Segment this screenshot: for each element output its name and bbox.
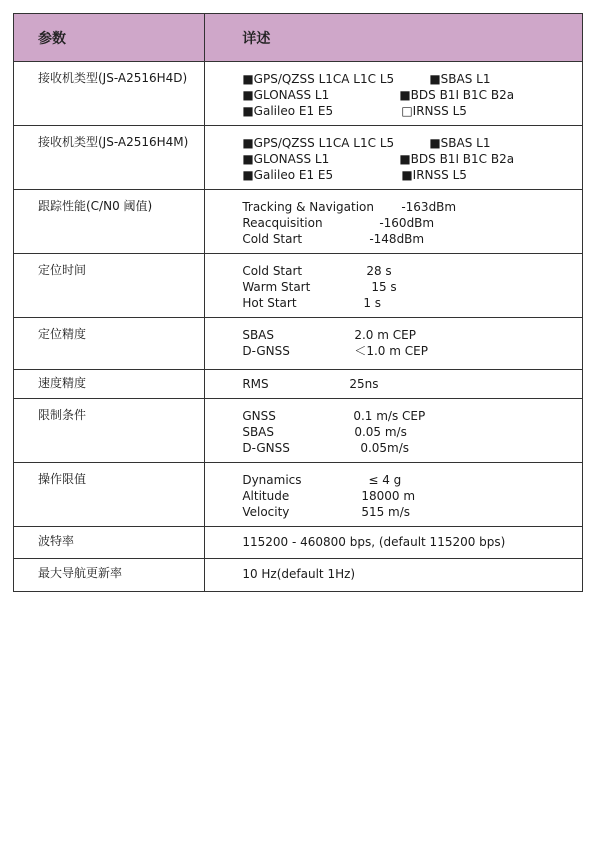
param-cell: 定位时间 [14, 254, 205, 318]
detail-cell [205, 126, 583, 190]
detail-cell [205, 527, 583, 559]
detail-key: SBAS [242, 425, 275, 439]
detail-value: 0.05 m/s [354, 425, 407, 439]
detail-value: ■SBAS L1 [429, 136, 491, 150]
param-cell: 操作限值 [14, 463, 205, 527]
table-row [14, 399, 583, 463]
param-cell: 跟踪性能(C/N0 阈值) [14, 190, 205, 254]
detail-key: ■Galileo E1 E5 [242, 104, 334, 118]
detail-value: 28 s [366, 264, 392, 278]
detail-key: D-GNSS [242, 441, 290, 455]
detail-value: -148dBm [369, 232, 425, 246]
header-param: 参数 [14, 14, 205, 62]
detail-value: -163dBm [401, 200, 457, 214]
detail-key: Altitude [242, 489, 290, 503]
param-cell: 限制条件 [14, 399, 205, 463]
detail-value: ≤ 4 g [368, 473, 402, 487]
param-cell: 最大导航更新率 [14, 559, 205, 592]
detail-key: Dynamics [242, 473, 302, 487]
detail-key: Warm Start [242, 280, 311, 294]
detail-key: Cold Start [242, 232, 303, 246]
detail-key: Cold Start [242, 264, 303, 278]
param-cell: 定位精度 [14, 318, 205, 370]
detail-value: ■IRNSS L5 [401, 168, 467, 182]
detail-value: ■BDS B1I B1C B2a [399, 88, 515, 102]
param-cell: 接收机类型(JS-A2516H4M) [14, 126, 205, 190]
detail-key: ■Galileo E1 E5 [242, 168, 334, 182]
param-cell: 波特率 [14, 527, 205, 559]
header-detail: 详述 [205, 14, 583, 62]
detail-value: 0.05m/s [360, 441, 410, 455]
detail-value: ＜1.0 m CEP [354, 344, 428, 358]
detail-key: ■GLONASS L1 [242, 152, 330, 166]
spec-table [13, 13, 583, 592]
table-row [14, 190, 583, 254]
detail-value: □IRNSS L5 [401, 104, 467, 118]
param-cell: 速度精度 [14, 370, 205, 399]
detail-cell [205, 399, 583, 463]
detail-key: ■GPS/QZSS L1CA L1C L5 [242, 136, 395, 150]
detail-key: Hot Start [242, 296, 297, 310]
table-row [14, 126, 583, 190]
detail-key: Velocity [242, 505, 290, 519]
detail-value: 25ns [349, 377, 379, 391]
detail-key: RMS [242, 377, 269, 391]
detail-cell [205, 370, 583, 399]
detail-key: Reacquisition [242, 216, 323, 230]
detail-cell [205, 62, 583, 126]
detail-value: ■BDS B1I B1C B2a [399, 152, 515, 166]
detail-key: GNSS [242, 409, 276, 423]
detail-cell [205, 463, 583, 527]
detail-key: ■GPS/QZSS L1CA L1C L5 [242, 72, 395, 86]
table-row [14, 318, 583, 370]
detail-value: ■SBAS L1 [429, 72, 491, 86]
table-header-row [14, 14, 583, 62]
detail-cell [205, 318, 583, 370]
detail-value: 1 s [363, 296, 382, 310]
detail-value: 15 s [371, 280, 397, 294]
detail-key: Tracking & Navigation [242, 200, 374, 214]
table-row [14, 527, 583, 559]
param-cell: 接收机类型(JS-A2516H4D) [14, 62, 205, 126]
table-row [14, 62, 583, 126]
table-row [14, 254, 583, 318]
detail-key: SBAS [242, 328, 275, 342]
detail-value: -160dBm [379, 216, 435, 230]
table-row [14, 370, 583, 399]
detail-value: 515 m/s [361, 505, 411, 519]
detail-value: 115200 - 460800 bps, (default 115200 bps) [242, 535, 506, 549]
detail-cell [205, 559, 583, 592]
detail-value: 0.1 m/s CEP [353, 409, 426, 423]
detail-key: D-GNSS [242, 344, 290, 358]
detail-value: 10 Hz(default 1Hz) [242, 567, 356, 581]
table-row [14, 463, 583, 527]
table-row [14, 559, 583, 592]
detail-cell [205, 254, 583, 318]
detail-cell [205, 190, 583, 254]
detail-key: ■GLONASS L1 [242, 88, 330, 102]
detail-value: 2.0 m CEP [354, 328, 416, 342]
detail-value: 18000 m [361, 489, 416, 503]
